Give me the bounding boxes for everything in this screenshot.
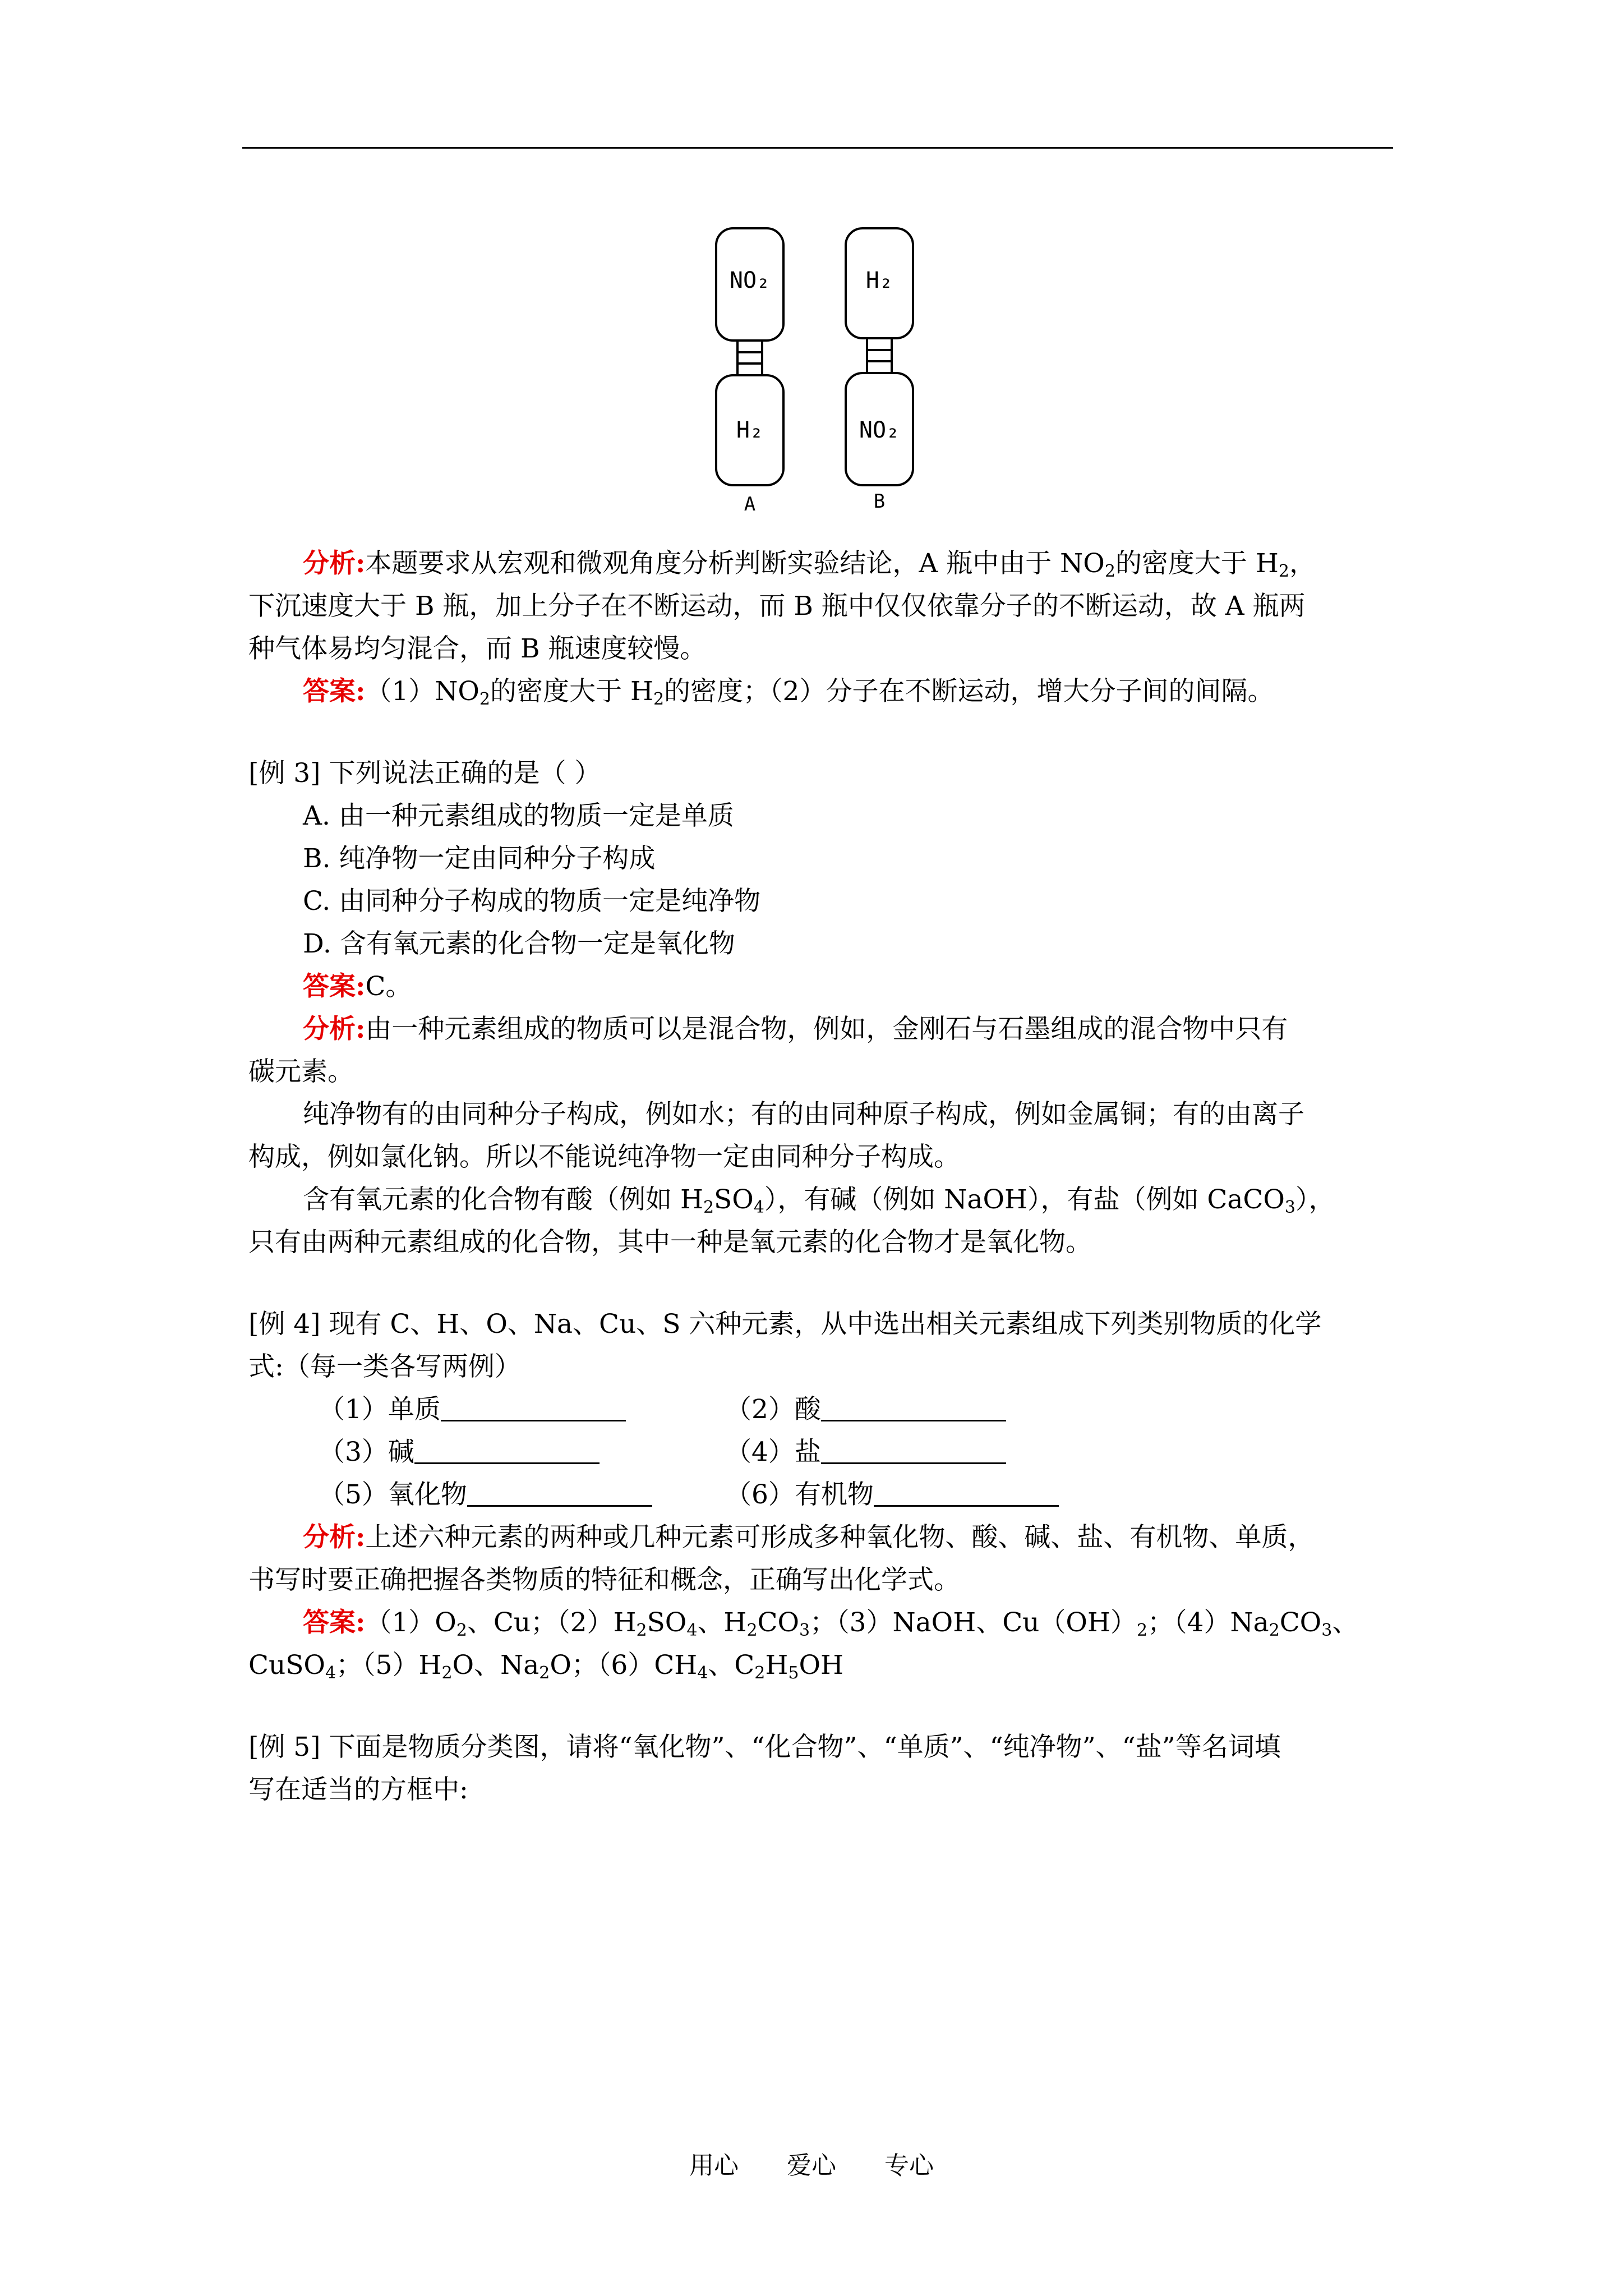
ex3-para3-line-1: 含有氧元素的化合物有酸（例如 $H_2SO_4$），有碱（例如 NaOH），有盐（例如 CaCO$_3$）， (303, 1184, 1335, 1217)
blank-line (821, 1438, 1006, 1464)
ex3-analysis-line-1: 分析:由一种元素组成的物质可以是混合物，例如，金刚石与石墨组成的混合物中只有 (303, 1014, 1288, 1045)
bottle-diagram (707, 222, 925, 519)
ex4-items-row-2: （3）碱 （4）盐 (248, 1431, 1401, 1474)
ex4-answer-line-2: CuSO$_4$；$(5)H_2O$、$Na_2O$；$(6)CH_4$、$C_2H_5OH$ (248, 1650, 843, 1683)
document-body (248, 542, 1401, 1811)
blank-line (874, 1480, 1059, 1507)
ex2-analysis-line-3: 种气体易均匀混合，而 B 瓶速度较慢。 (248, 633, 707, 664)
ex4-question-line-2: 式:（每一类各写两例） (248, 1351, 521, 1382)
ex3-option-c: C. 由同种分子构成的物质一定是纯净物 (303, 886, 761, 917)
ex4-question-line-1: [例 4] 现有 C、H、O、Na、Cu、S 六种元素，从中选出相关元素组成下列类别物质的化学 (248, 1309, 1322, 1340)
ex4-analysis-line-1: 分析:上述六种元素的两种或几种元素可形成多种氧化物、酸、碱、盐、有机物、单质， (303, 1522, 1315, 1553)
blank-line (441, 1395, 626, 1421)
ex3-analysis-line-2: 碳元素。 (248, 1056, 354, 1087)
bottle-b-bottom-label: NO₂ (859, 417, 900, 443)
ex5-question-line-1: [例 5] 下面是物质分类图，请将“氧化物”、“化合物”、“单质”、“纯净物”、“盐”等名词填 (248, 1732, 1281, 1763)
ex3-answer: 答案:C。 (303, 971, 412, 1002)
label-a: A (744, 493, 756, 516)
ex3-question: [例 3] 下列说法正确的是（ ） (248, 758, 601, 789)
blank-line (821, 1395, 1006, 1421)
ex3-option-b: B. 纯净物一定由同种分子构成 (303, 843, 656, 874)
ex2-answer: 答案$:(1)NO_2$的密度大于 $H_2$的密度；（2）分子在不断运动，增大分子间的间隔。 (303, 676, 1274, 709)
ex4-items-row-3: （5）氧化物 （6）有机物 (248, 1474, 1401, 1516)
ex3-option-a: A. 由一种元素组成的物质一定是单质 (303, 800, 734, 831)
bottle-a-connector (737, 341, 762, 375)
ex2-analysis-line-2: 下沉速度大于 B 瓶，加上分子在不断运动，而 B 瓶中仅仅依靠分子的不断运动，故 A 瓶两 (248, 591, 1306, 622)
ex2-analysis-line-1: 分析:本题要求从宏观和微观角度分析判断实验结论，A 瓶中由于 $NO_2$的密度大于 $H_2$， (303, 548, 1316, 581)
ex4-items-row-1: （1）单质 （2）酸 (248, 1388, 1401, 1431)
bottle-a-top-label: NO₂ (729, 268, 771, 293)
label-b: B (873, 490, 886, 513)
header-rule (242, 147, 1393, 149)
ex4-answer-line-1: 答案$:(1)O_2$、Cu；$(2)H_2SO_4$、$H_2CO_3$；（3）NaOH、$Cu(OH)_2$；$(4)Na_2CO_3$、 (303, 1607, 1359, 1640)
blank-line (467, 1480, 652, 1507)
page-footer: 用心 爱心 专心 (689, 2151, 934, 2180)
ex3-para2-line-2: 构成，例如氯化钠。所以不能说纯净物一定由同种分子构成。 (248, 1142, 960, 1172)
ex3-option-d: D. 含有氧元素的化合物一定是氧化物 (303, 928, 735, 959)
bottle-b-connector (867, 338, 892, 373)
ex3-para3-line-2: 只有由两种元素组成的化合物，其中一种是氧元素的化合物才是氧化物。 (248, 1227, 1092, 1258)
bottle-b-top-label: H₂ (865, 268, 893, 293)
ex4-analysis-line-2: 书写时要正确把握各类物质的特征和概念，正确写出化学式。 (248, 1565, 960, 1595)
ex5-question-line-2: 写在适当的方框中: (248, 1774, 468, 1805)
blank-line (414, 1438, 600, 1464)
bottle-a-bottom-label: H₂ (736, 417, 764, 443)
ex3-para2-line-1: 纯净物有的由同种分子构成，例如水；有的由同种原子构成，例如金属铜；有的由离子 (303, 1099, 1304, 1130)
